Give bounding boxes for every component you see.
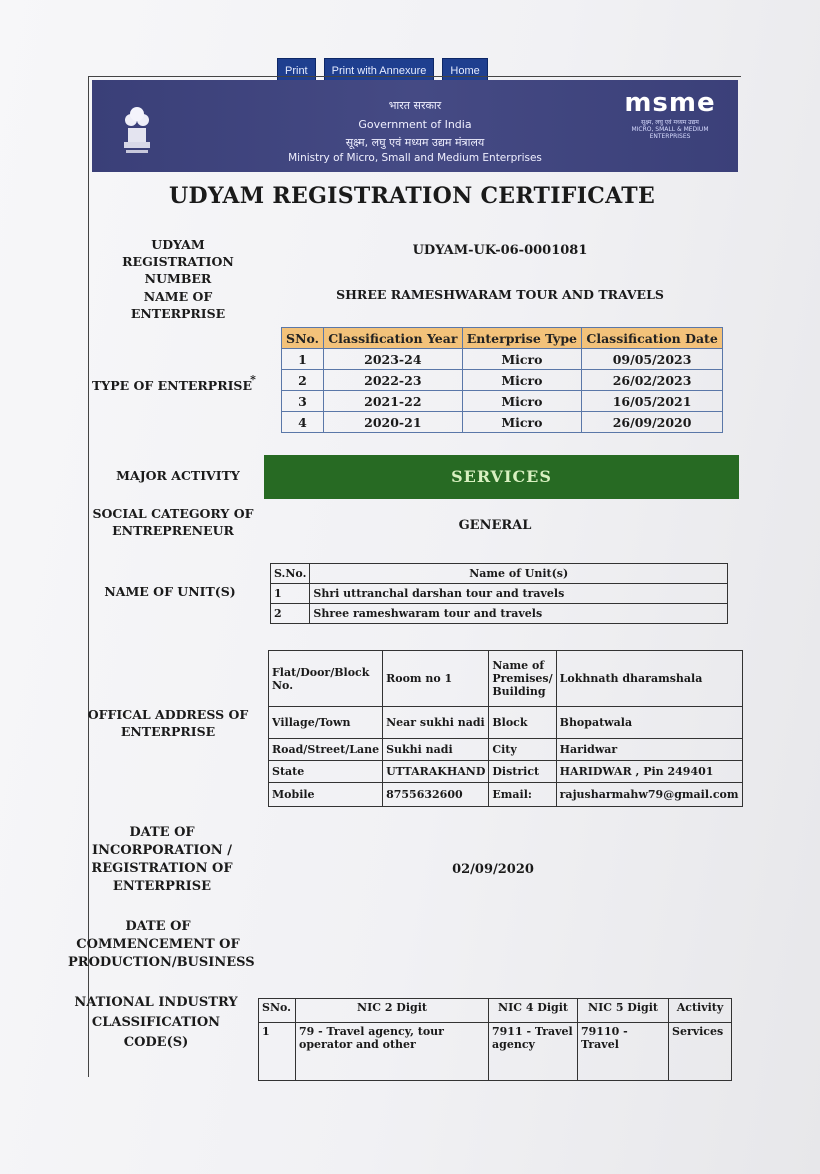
col-header: NIC 4 Digit	[489, 999, 578, 1023]
hindi-ministry: सूक्ष्म, लघु एवं मध्यम उद्यम मंत्रालय	[345, 136, 485, 149]
address-row	[269, 739, 743, 761]
hindi-government: भारत सरकार	[388, 99, 442, 112]
address-row	[269, 707, 743, 739]
address-value: Haridwar	[556, 739, 742, 761]
incorporation-label: DATE OF INCORPORATION / REGISTRATION OF ENTERPRISE	[91, 825, 233, 894]
address-key: District	[489, 761, 556, 783]
home-button[interactable]: Home	[442, 58, 487, 84]
msme-logo-hindi: सूक्ष्म, लघु एवं मध्यम उद्यम	[641, 119, 699, 126]
address-key: Mobile	[269, 783, 383, 807]
table-cell: 16/05/2021	[582, 391, 723, 412]
col-header: Classification Year	[324, 328, 463, 349]
address-value: 8755632600	[383, 783, 489, 807]
address-key: Road/Street/Lane	[269, 739, 383, 761]
table-row	[282, 391, 723, 412]
reg-number-value: UDYAM-UK-06-0001081	[412, 243, 588, 258]
table-cell: 79110 - Travel	[578, 1023, 669, 1081]
address-value: Bhopatwala	[556, 707, 742, 739]
col-header: Classification Date	[582, 328, 723, 349]
nic-label: NATIONAL INDUSTRY CLASSIFICATION CODE(S)	[74, 995, 238, 1050]
table-cell: 2	[271, 604, 310, 624]
reg-number-label: UDYAM REGISTRATION NUMBER	[122, 237, 234, 286]
table-cell: 2	[282, 370, 324, 391]
address-value: rajusharmahw79@gmail.com	[556, 783, 742, 807]
table-cell: 2022-23	[324, 370, 463, 391]
address-key: Village/Town	[269, 707, 383, 739]
table-cell: 2021-22	[324, 391, 463, 412]
address-label: OFFICAL ADDRESS OF ENTERPRISE	[87, 707, 249, 739]
col-header: Enterprise Type	[462, 328, 582, 349]
col-header: Activity	[669, 999, 732, 1023]
address-key: Block	[489, 707, 556, 739]
government-of-india: Government of India	[358, 118, 472, 131]
address-value: Near sukhi nadi	[383, 707, 489, 739]
msme-logo	[618, 88, 722, 140]
table-row	[259, 1023, 732, 1081]
address-key: City	[489, 739, 556, 761]
table-cell: Shree rameshwaram tour and travels	[310, 604, 728, 624]
table-row	[282, 370, 723, 391]
address-key: Flat/Door/Block No.	[269, 651, 383, 707]
table-row	[282, 412, 723, 433]
units-header-row	[271, 564, 728, 584]
col-header: NIC 5 Digit	[578, 999, 669, 1023]
col-header: S.No.	[271, 564, 310, 584]
col-header: SNo.	[259, 999, 296, 1023]
social-category-label: SOCIAL CATEGORY OF ENTREPRENEUR	[92, 506, 254, 538]
table-cell: 26/02/2023	[582, 370, 723, 391]
table-cell: Micro	[462, 349, 582, 370]
table-cell: Micro	[462, 412, 582, 433]
table-cell: 1	[271, 584, 310, 604]
table-cell: 1	[282, 349, 324, 370]
print-button[interactable]: Print	[277, 58, 316, 84]
table-cell: Micro	[462, 391, 582, 412]
address-value: HARIDWAR , Pin 249401	[556, 761, 742, 783]
ministry-name: Ministry of Micro, Small and Medium Enterprises	[288, 152, 542, 164]
incorporation-value: 02/09/2020	[452, 862, 534, 877]
enterprise-name-value: SHREE RAMESHWARAM TOUR AND TRAVELS	[336, 287, 664, 302]
address-value: UTTARAKHAND	[383, 761, 489, 783]
enterprise-name-label: NAME OF ENTERPRISE	[130, 289, 226, 321]
address-row	[269, 761, 743, 783]
address-value: Sukhi nadi	[383, 739, 489, 761]
table-cell: 79 - Travel agency, tour operator and other	[296, 1023, 489, 1081]
print-annexure-button[interactable]: Print with Annexure	[324, 58, 435, 84]
table-cell: 26/09/2020	[582, 412, 723, 433]
table-cell: 2023-24	[324, 349, 463, 370]
major-activity-value: SERVICES	[264, 455, 739, 499]
header-banner	[92, 80, 738, 172]
classification-header-row	[282, 328, 723, 349]
type-label: TYPE OF ENTERPRISE	[92, 378, 252, 393]
col-header: Name of Unit(s)	[310, 564, 728, 584]
address-table	[268, 650, 743, 807]
table-cell: 09/05/2023	[582, 349, 723, 370]
table-cell: 4	[282, 412, 324, 433]
address-key: State	[269, 761, 383, 783]
commencement-label: DATE OF COMMENCEMENT OF PRODUCTION/BUSINESS	[68, 919, 255, 970]
major-activity-label: MAJOR ACTIVITY	[116, 468, 240, 483]
table-cell: Services	[669, 1023, 732, 1081]
table-row	[271, 584, 728, 604]
col-header: NIC 2 Digit	[296, 999, 489, 1023]
classification-table	[281, 327, 723, 433]
units-label: NAME OF UNIT(S)	[104, 584, 236, 599]
address-key: Name of Premises/ Building	[489, 651, 556, 707]
table-row	[271, 604, 728, 624]
table-cell: Micro	[462, 370, 582, 391]
table-row	[282, 349, 723, 370]
address-row	[269, 651, 743, 707]
table-cell: 1	[259, 1023, 296, 1081]
nic-header-row	[259, 999, 732, 1023]
address-value: Room no 1	[383, 651, 489, 707]
table-cell: 2020-21	[324, 412, 463, 433]
type-asterisk: *	[250, 373, 256, 386]
msme-logo-english: MICRO, SMALL & MEDIUM ENTERPRISES	[631, 126, 709, 140]
table-cell: 3	[282, 391, 324, 412]
msme-logo-text: msme	[624, 88, 716, 118]
address-value: Lokhnath dharamshala	[556, 651, 742, 707]
col-header: SNo.	[282, 328, 324, 349]
certificate-title: UDYAM REGISTRATION CERTIFICATE	[168, 183, 656, 209]
address-row	[269, 783, 743, 807]
table-cell: 7911 - Travel agency	[489, 1023, 578, 1081]
table-cell: Shri uttranchal darshan tour and travels	[310, 584, 728, 604]
social-category-value: GENERAL	[458, 518, 532, 533]
address-key: Email:	[489, 783, 556, 807]
nic-table	[258, 998, 732, 1081]
units-table	[270, 563, 728, 624]
